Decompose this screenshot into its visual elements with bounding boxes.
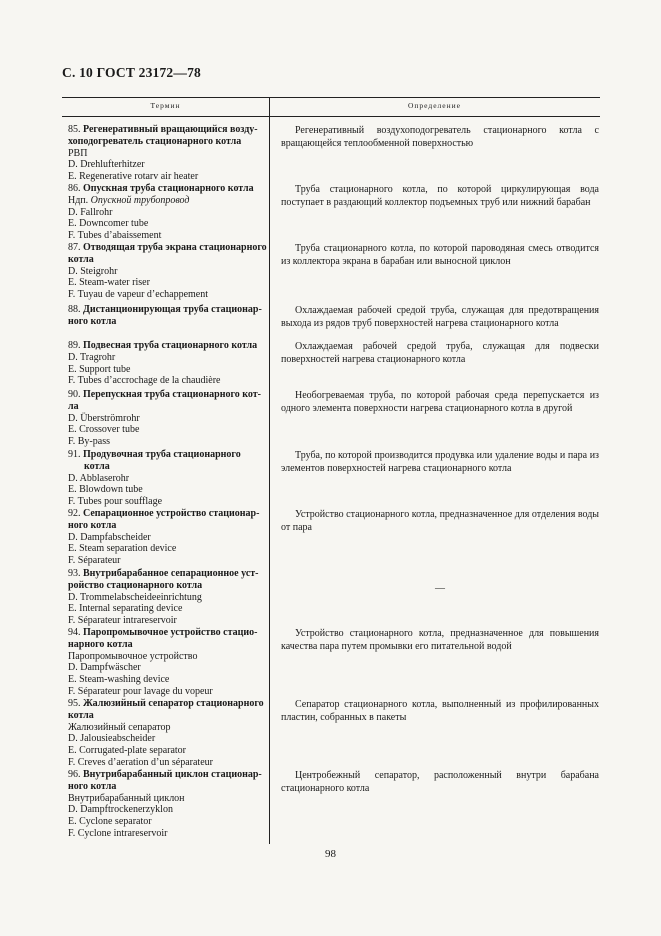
term-german: D. Tragrohr (68, 351, 116, 363)
term-line: Регенеративный вращающийся возду- (83, 124, 258, 135)
term-cell (68, 124, 268, 183)
term-line: Дистанционирующая труба стационар- (83, 304, 262, 315)
term-line: котла (68, 253, 94, 265)
term-german: D. Dampftrockenerzyklon (68, 804, 173, 816)
term-german: D. Dampfwäscher (68, 662, 141, 674)
entry-number: 89. (68, 340, 81, 351)
definition-cell: Необогреваемая труба, по которой рабочая среда перепускается из одного элемента поверхности нагрева стационарного котла в другой (281, 390, 599, 415)
term-cell (68, 183, 268, 242)
definition-cell: Сепаратор стационарного котла, выполненный из профилированных пластин, собранных в пакеты (281, 699, 599, 724)
term-english: E. Regenerative rotarv air heater (68, 171, 199, 183)
term-german: D. Jalousieabscheider (68, 733, 156, 745)
term-german: D. Trommelabscheideeinrichtung (68, 591, 202, 603)
term-synonym: Внутрибарабанный циклон (68, 792, 185, 804)
term-line: Подвесная труба стационарного котла (83, 340, 258, 351)
term-cell (68, 769, 268, 840)
term-line: Внутрибарабанное сепарационное уст- (83, 568, 259, 579)
entry-number: 93. (68, 568, 81, 579)
term-english: E. Internal separating device (68, 603, 183, 615)
term-synonym: РВП (68, 147, 88, 159)
definition-cell: Центробежный сепаратор, расположенный внутри барабана стационарного котла (281, 770, 599, 795)
term-french: F. By-pass (68, 436, 110, 448)
term-english: E. Crossover tube (68, 424, 140, 436)
term-line: ного котла (68, 780, 117, 792)
term-cell (68, 568, 268, 627)
entry-number: 96. (68, 769, 81, 780)
term-german: D. Dampfabscheider (68, 531, 151, 543)
term-french: F. Creves d’aeration d’un séparateur (68, 756, 213, 768)
term-german: D. Drehlufterhitzer (68, 159, 145, 171)
term-cell (68, 449, 268, 508)
term-german: D. Steigrohr (68, 265, 118, 277)
definition-cell: Охлаждаемая рабочей средой труба, служащая для предотвращения выхода из рядов труб поверхностей нагрева стационарного котла (281, 305, 599, 330)
terms-table (62, 97, 600, 844)
term-line: ройство стационарного котла (68, 579, 203, 591)
term-line: котла (68, 709, 94, 721)
entry-number: 88. (68, 304, 81, 315)
column-header-term: Термин (150, 101, 181, 110)
term-cell (68, 508, 268, 567)
entry-number: 92. (68, 508, 81, 519)
term-line: Паропромывочное устройство стацио- (83, 627, 258, 638)
entry-number: 94. (68, 627, 81, 638)
page-number: 98 (325, 848, 336, 860)
term-german: D. Überströmrohr (68, 412, 140, 424)
entry-number: 87. (68, 242, 81, 253)
term-german: D. Fallrohr (68, 206, 113, 218)
term-synonym: Жалюзийный сепаратор (68, 721, 171, 733)
term-cell (68, 340, 268, 387)
term-line: хоподогреватель стационарного котла (68, 135, 242, 147)
term-english: E. Blowdown tube (68, 484, 143, 496)
term-english: E. Steam-water riser (68, 277, 150, 289)
term-line: Сепарационное устройство стационар- (83, 508, 260, 519)
term-french: F. Tubes d’accrochage de la chaudière (68, 375, 221, 387)
definition-cell: Труба стационарного котла, по которой циркулирующая вода поступает в раздающий коллектор подъемных труб или нижний барабан (281, 184, 599, 209)
column-header-definition: Определение (408, 101, 461, 110)
definition-cell: — (435, 583, 445, 594)
entry-number: 95. (68, 698, 81, 709)
definition-cell: Труба стационарного котла, по которой пароводяная смесь отводится из коллектора экрана в барабан или выносной циклон (281, 243, 599, 268)
term-line: ного котла (68, 315, 117, 327)
term-cell (68, 304, 268, 328)
term-synonym (68, 195, 268, 207)
term-synonym: Паропромывочное устройство (68, 650, 198, 662)
term-line: ла (68, 400, 79, 412)
entry-number: 85. (68, 124, 81, 135)
term-english: E. Corrugated-plate separator (68, 745, 187, 757)
definition-cell: Устройство стационарного котла, предназначенное для повышения качества пара путем промывки его питательной водой (281, 628, 599, 653)
term-english: E. Downcomer tube (68, 218, 149, 230)
term-line: Жалюзийный сепаратор стационарного (83, 698, 264, 709)
definition-cell: Охлаждаемая рабочей средой труба, служащая для подвески поверхностей нагрева стационарного котла (281, 341, 599, 366)
term-line: Опускная труба стационарного котла (83, 183, 254, 194)
term-french: F. Séparateur pour lavage du vopeur (68, 685, 213, 697)
term-cell (68, 627, 268, 698)
term-english: E. Cyclone separator (68, 816, 152, 828)
term-cell (68, 242, 268, 301)
term-french: F. Tuyau de vapeur d’echappement (68, 289, 208, 301)
term-french: F. Séparateur (68, 555, 121, 567)
entry-number: 86. (68, 183, 81, 194)
entry-number: 91. (68, 449, 81, 460)
term-line: Отводящая труба экрана стационарного (83, 242, 267, 253)
term-line: Продувочная труба стационарного котла (83, 449, 241, 472)
definition-cell: Труба, по которой производится продувка или удаление воды и пара из элементов поверхностей нагрева стационарного котла (281, 450, 599, 475)
table-top-rule (62, 97, 600, 98)
definition-cell: Регенеративный воздухоподогреватель стационарного котла с вращающейся теплообменной поверхностью (281, 125, 599, 150)
synonym-text: Ндп. Опускной трубопровод (68, 194, 190, 206)
term-line: Перепускная труба стационарного кот- (83, 389, 261, 400)
definition-cell: Устройство стационарного котла, предназначенное для отделения воды от пара (281, 509, 599, 534)
entry-number: 90. (68, 389, 81, 400)
page-header: С. 10 ГОСТ 23172—78 (62, 65, 201, 80)
term-french: F. Tubes pour soufflage (68, 496, 163, 508)
term-cell (68, 389, 268, 448)
term-german: D. Abblaserohr (68, 472, 130, 484)
term-english: E. Support tube (68, 363, 131, 375)
term-line: ного котла (68, 519, 117, 531)
term-english: E. Steam-washing device (68, 674, 170, 686)
term-french: F. Séparateur intrareservoir (68, 615, 177, 627)
term-line: Внутрибарабанный циклон стационар- (83, 769, 262, 780)
term-cell (68, 698, 268, 769)
term-line: нарного котла (68, 638, 133, 650)
table-head-rule (62, 116, 600, 117)
term-english: E. Steam separation device (68, 543, 177, 555)
term-french: F. Tubes d’abaissement (68, 230, 162, 242)
column-divider (269, 97, 270, 844)
term-french: F. Cyclone intrareservoir (68, 827, 168, 839)
